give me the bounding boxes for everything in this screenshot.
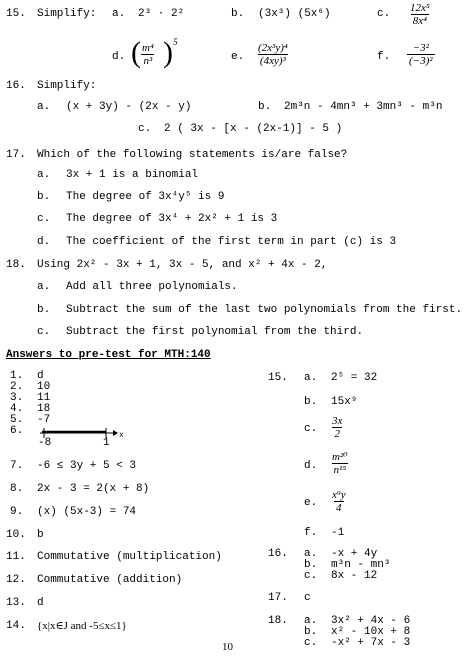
q15-number: 15. (6, 8, 26, 20)
answer-6-number: 6. (10, 425, 24, 437)
answer-18a-value: 3x² + 4x - 6 (331, 615, 411, 627)
q16c-label: c. (138, 123, 152, 135)
q15c-denominator: 8x⁴ (412, 15, 427, 27)
answer-15d-numerator: m²⁰ (332, 451, 348, 463)
answer-12-number: 12. (6, 574, 26, 586)
answer-16c-value: 8x - 12 (331, 570, 378, 582)
answer-15c-denominator: 2 (334, 428, 340, 440)
answer-15a-value: 2⁵ = 32 (331, 372, 378, 384)
q18b-text: Subtract the sum of the last two polynomials from the first. (66, 304, 463, 316)
answer-9-number: 9. (10, 506, 24, 518)
q15d-numerator: m⁴ (142, 42, 154, 54)
q16-instruction: Simplify: (37, 80, 97, 92)
q15f-numerator: −3² (412, 42, 429, 54)
answer-5-value: -7 (37, 414, 51, 426)
answer-16a-value: -x + 4y (331, 548, 378, 560)
q18b-label: b. (37, 304, 51, 316)
answer-11-value: Commutative (multiplication) (37, 551, 222, 563)
q16b-label: b. (258, 101, 272, 113)
q15d-right-paren: ) (163, 36, 173, 69)
q15e-label: e. (231, 51, 245, 63)
q17b-label: b. (37, 191, 51, 203)
q18a-text: Add all three polynomials. (66, 281, 238, 293)
q15f-fraction (407, 42, 435, 67)
q15b-label: b. (231, 8, 245, 20)
q15a-expression: 2³ · 2² (138, 8, 185, 20)
answer-11-number: 11. (6, 551, 26, 563)
answer-18c-label: c. (304, 637, 318, 649)
number-line-arrow (113, 430, 118, 436)
q17a-label: a. (37, 169, 51, 181)
answer-15f-value: -1 (331, 527, 345, 539)
answer-15c-numerator: 3x (332, 415, 343, 427)
answer-17-value: c (304, 592, 311, 604)
number-line-label-right: 1 (103, 437, 110, 449)
answer-15d-fraction (330, 451, 350, 476)
q15e-numerator: (2x³y)⁴ (258, 42, 288, 54)
answer-1-number: 1. (10, 370, 24, 382)
answer-18a-label: a. (304, 615, 318, 627)
answer-4-value: 18 (37, 403, 51, 415)
answer-15f-label: f. (304, 527, 318, 539)
answer-3-number: 3. (10, 392, 24, 404)
answer-12-value: Commutative (addition) (37, 574, 183, 586)
answer-13-value: d (37, 597, 44, 609)
q17-text: Which of the following statements is/are false? (37, 149, 348, 161)
answer-8-value: 2x - 3 = 2(x + 8) (37, 483, 150, 495)
q15d-label: d. (112, 51, 126, 63)
q16b-expression: 2m³n - 4mn³ + 3mn³ - m³n (284, 101, 443, 113)
answers-heading: Answers to pre-test for MTH:140 (6, 349, 211, 361)
answer-15e-fraction (330, 489, 348, 514)
q15d-fraction (140, 42, 156, 67)
q15c-numerator: 12x⁵ (410, 2, 430, 14)
answer-4-number: 4. (10, 403, 24, 415)
answer-14-number: 14. (6, 620, 26, 632)
answer-3-value: 11 (37, 392, 51, 404)
q15f-label: f. (377, 51, 391, 63)
q15d-denominator: n³ (143, 55, 153, 67)
q15c-label: c. (377, 8, 391, 20)
answer-16b-label: b. (304, 559, 318, 571)
answer-17-number: 17. (268, 592, 288, 604)
q18-number: 18. (6, 259, 26, 271)
answer-18b-value: x² - 10x + 8 (331, 626, 411, 638)
answer-14-value: {x|x∈J and -5≤x≤1} (37, 620, 127, 632)
q15f-denominator: (−3)² (409, 55, 433, 67)
q15e-denominator: (4xy)³ (259, 55, 286, 67)
q17c-text: The degree of 3x⁴ + 2x² + 1 is 3 (66, 213, 278, 225)
q16a-label: a. (37, 101, 51, 113)
answer-15c-fraction (330, 415, 344, 440)
answer-9-value: (x) (5x-3) = 74 (37, 506, 137, 518)
answer-15d-denominator: n¹⁵ (333, 464, 347, 476)
q17a-text: 3x + 1 is a binomial (66, 169, 199, 181)
answer-15e-label: e. (304, 497, 318, 509)
answer-7-number: 7. (10, 460, 24, 472)
answer-2-number: 2. (10, 381, 24, 393)
q17d-text: The coefficient of the first term in part (c) is 3 (66, 236, 397, 248)
answer-15a-label: a. (304, 372, 318, 384)
answer-1-value: d (37, 370, 44, 382)
q18c-text: Subtract the first polynomial from the third. (66, 326, 364, 338)
page-number: 10 (222, 641, 233, 653)
answer-18-number: 18. (268, 615, 288, 627)
q15d-left-paren: ( (131, 36, 141, 69)
number-line-label-x: x (119, 431, 124, 440)
answer-16-number: 16. (268, 548, 288, 560)
answer-16a-label: a. (304, 548, 318, 560)
q18c-label: c. (37, 326, 51, 338)
answer-18b-label: b. (304, 626, 318, 638)
q17d-label: d. (37, 236, 51, 248)
answer-10-value: b (37, 529, 44, 541)
answer-15e-numerator: x⁹y (332, 489, 346, 501)
q15d-exponent: 5 (173, 37, 178, 47)
answer-2-value: 10 (37, 381, 51, 393)
number-line-label-left: -8 (38, 437, 52, 449)
answer-15c-label: c. (304, 423, 318, 435)
q15a-label: a. (112, 8, 126, 20)
answer-15d-label: d. (304, 460, 318, 472)
q17-number: 17. (6, 149, 26, 161)
answer-10-number: 10. (6, 529, 26, 541)
q17b-text: The degree of 3x⁴y⁵ is 9 (66, 191, 225, 203)
answer-18c-value: -x² + 7x - 3 (331, 637, 411, 649)
answer-13-number: 13. (6, 597, 26, 609)
q18-text: Using 2x² - 3x + 1, 3x - 5, and x² + 4x - 2, (37, 259, 328, 271)
answer-16b-value: m³n - mn³ (331, 559, 391, 571)
answer-16c-label: c. (304, 570, 318, 582)
q15-instruction: Simplify: (37, 8, 97, 20)
answer-8-number: 8. (10, 483, 24, 495)
q15e-fraction (256, 42, 290, 67)
answer-5-number: 5. (10, 414, 24, 426)
q15c-fraction (408, 2, 432, 27)
q17c-label: c. (37, 213, 51, 225)
q16c-expression: 2 ( 3x - [x - (2x-1)] - 5 ) (164, 123, 343, 135)
q16-number: 16. (6, 80, 26, 92)
q18a-label: a. (37, 281, 51, 293)
answer-15e-denominator: 4 (336, 502, 342, 514)
answer-15-number: 15. (268, 372, 288, 384)
answer-15b-value: 15x⁹ (331, 396, 358, 408)
answer-7-value: -6 ≤ 3y + 5 < 3 (37, 460, 137, 472)
q15b-expression: (3x³) (5x⁶) (258, 8, 331, 20)
q16a-expression: (x + 3y) - (2x - y) (66, 101, 192, 113)
answer-15b-label: b. (304, 396, 318, 408)
